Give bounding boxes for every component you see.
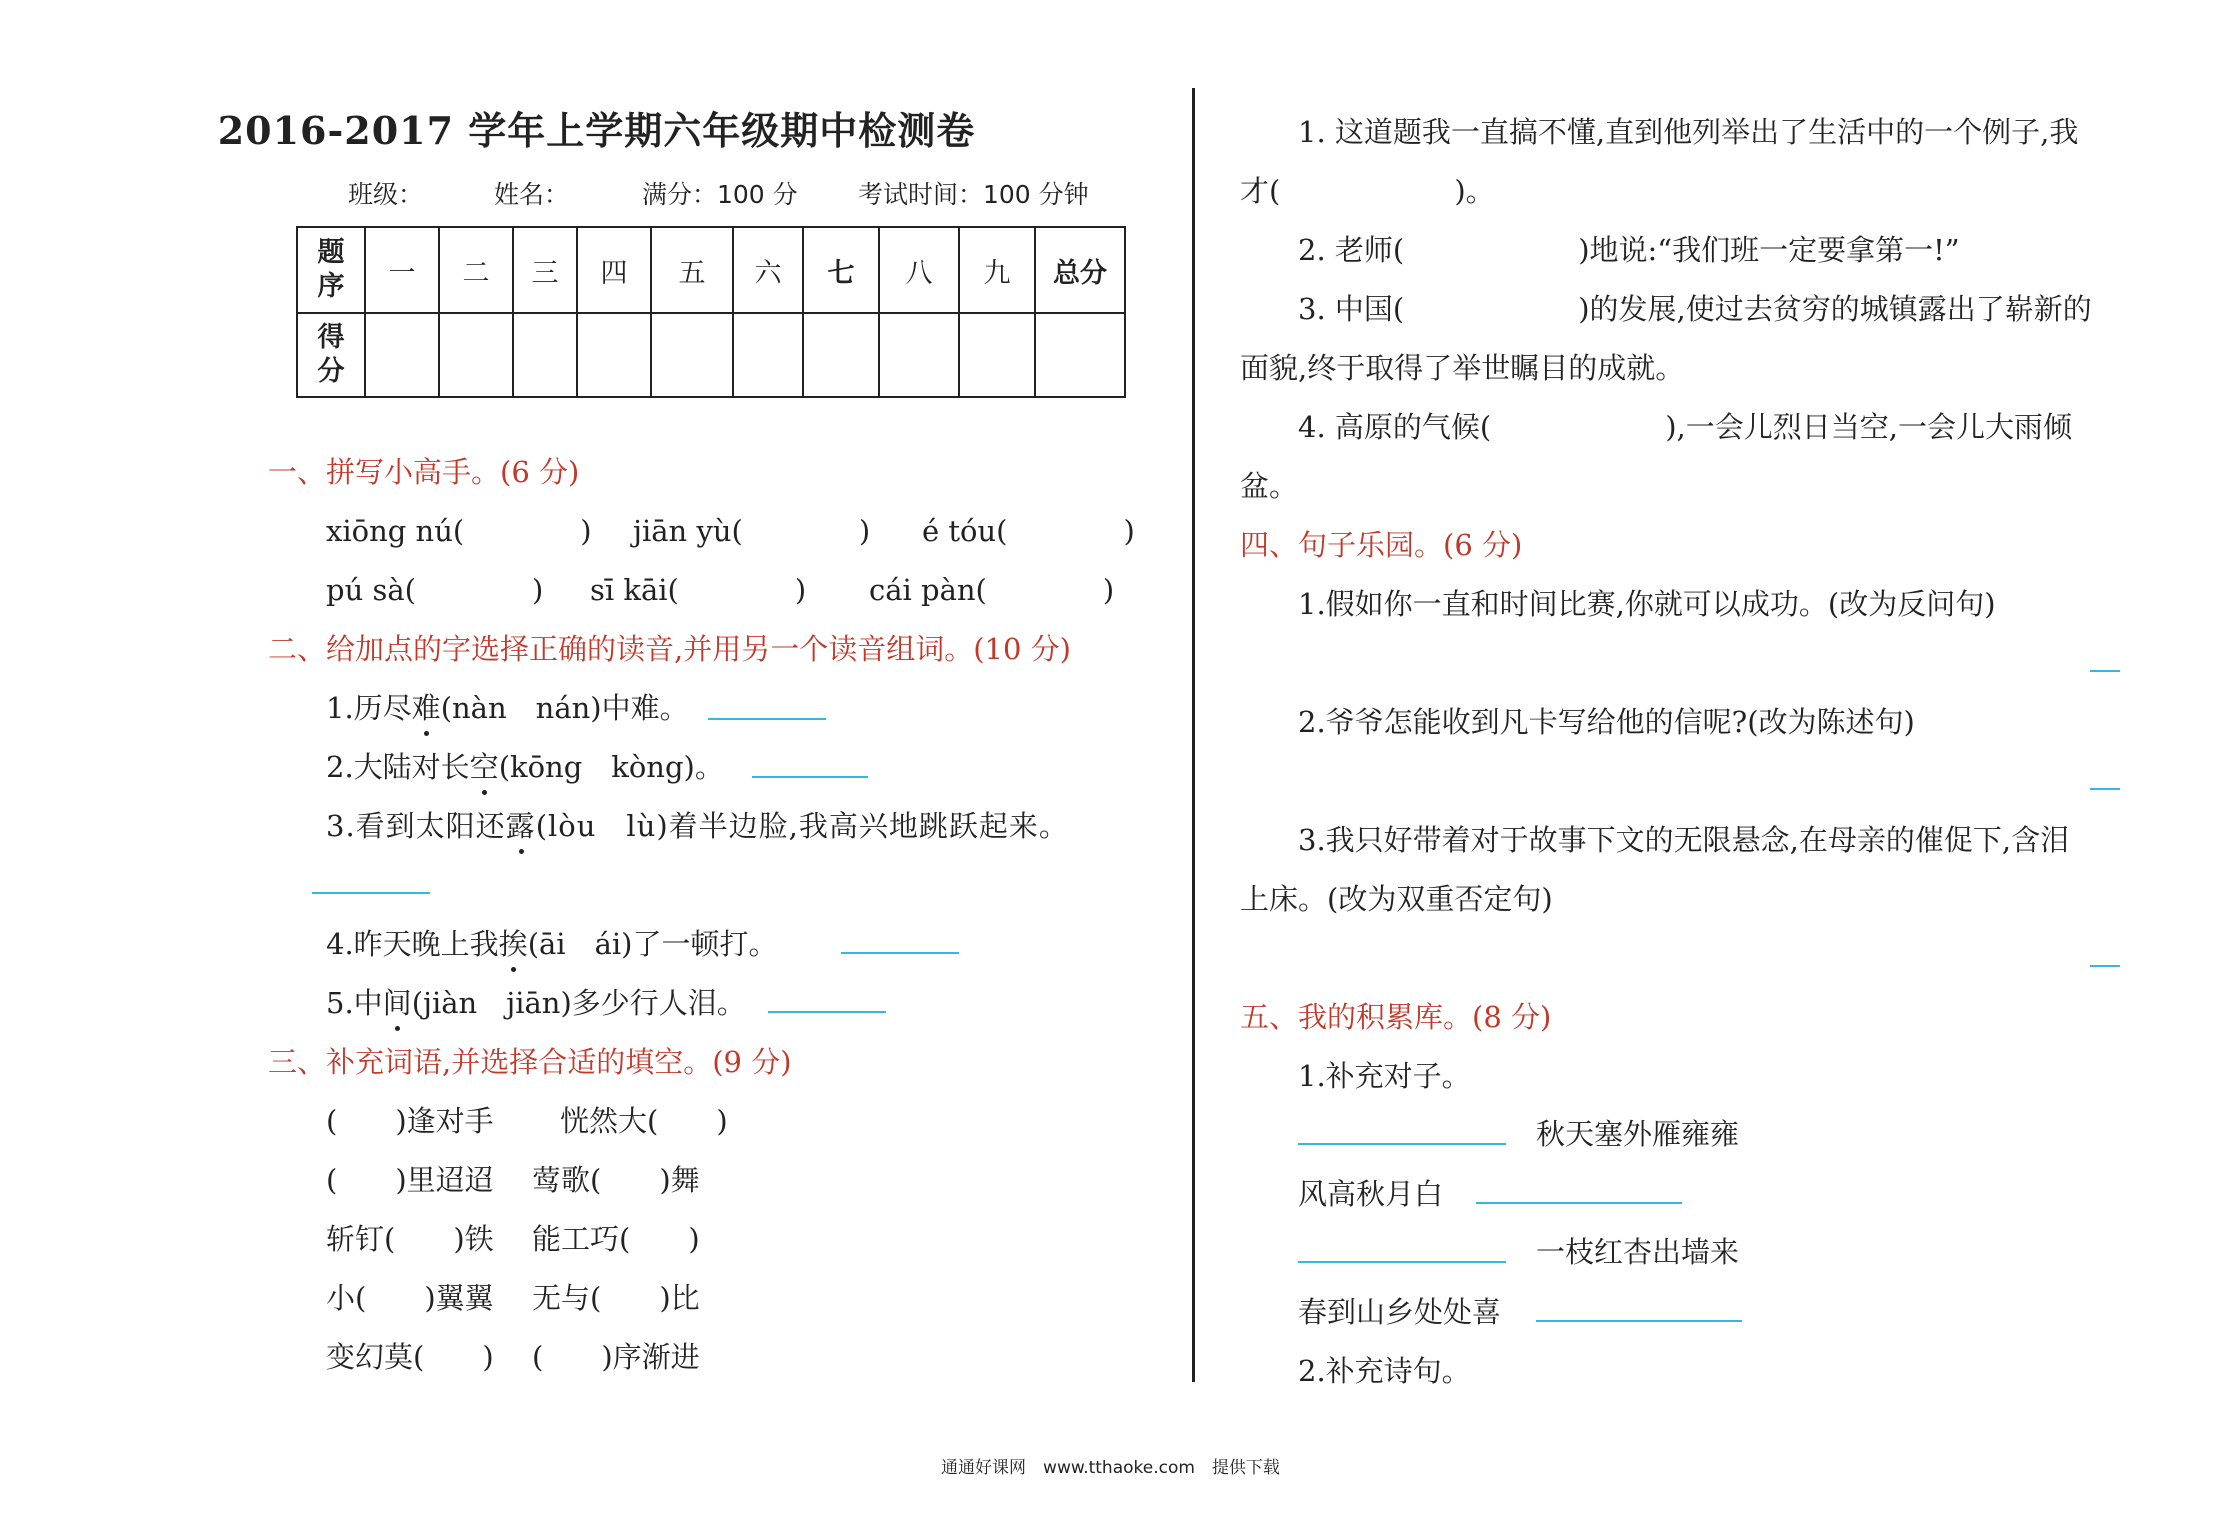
answer-line[interactable] [2090,965,2120,967]
dotted-char: 空 [470,745,499,786]
subheading: 1.补充对子。 [1298,1059,1471,1093]
fill-question-4a: 4. 高原的气候( ),一会儿烈日当空,一会儿大雨倾 [1298,410,2072,444]
answer-line[interactable] [752,776,868,778]
footer-credit: 通通好课网 www.tthaoke.com 提供下载 [941,1458,1280,1478]
fill-question-4b: 盆。 [1240,469,1299,503]
dotted-char: 间 [383,981,412,1022]
sentence-item: 上床。(改为双重否定句) [1240,882,1553,916]
sentence-item: 2.爷爷怎能收到凡卡写给他的信呢?(改为陈述句) [1298,705,1915,739]
score-cell[interactable] [439,313,513,397]
class-label: 班级： [348,180,424,209]
section1-heading: 一、拼写小高手。(6 分) [268,455,580,489]
name-label: 姓名： [494,180,570,209]
reading-item: 2.大陆对长空(kōng kòng)。 [326,745,724,786]
dotted-char: 露 [506,804,536,845]
idiom-item: ( )序渐进 [532,1340,700,1374]
pinyin-item: sī kāi( ) [590,573,807,607]
answer-line[interactable] [768,1011,886,1013]
idiom-item: 能工巧( ) [532,1222,700,1256]
couplet-line: 风高秋月白 [1298,1177,1444,1211]
section4-heading: 四、句子乐园。(6 分) [1240,528,1523,562]
pinyin-item: é tóu( ) [922,514,1135,548]
couplet-line: 春到山乡处处喜 [1298,1295,1502,1329]
answer-line[interactable] [1476,1202,1682,1204]
score-cell[interactable] [651,313,733,397]
pinyin-item: pú sà( ) [326,573,544,607]
score-table-col: 八 [879,227,959,313]
score-table-col-total: 总分 [1035,227,1125,313]
sentence-item: 3.我只好带着对于故事下文的无限悬念,在母亲的催促下,含泪 [1298,823,2070,857]
reading-item: 3.看到太阳还露(lòu lù)着半边脸,我高兴地跳跃起来。 [326,804,1069,845]
score-table-col: 九 [959,227,1035,313]
sentence-item: 1.假如你一直和时间比赛,你就可以成功。(改为反问句) [1298,587,1996,621]
answer-line[interactable] [841,952,959,954]
score-cell[interactable] [513,313,577,397]
reading-item: 1.历尽难(nàn nán)中难。 [326,686,689,727]
subheading: 2.补充诗句。 [1298,1354,1471,1388]
fill-question-1a: 1. 这道题我一直搞不懂,直到他列举出了生活中的一个例子,我 [1298,115,2079,149]
answer-line[interactable] [312,892,430,894]
score-table-col: 一 [365,227,439,313]
score-cell[interactable] [733,313,803,397]
score-cell[interactable] [1035,313,1125,397]
answer-line[interactable] [1536,1320,1742,1322]
score-table [296,226,1126,398]
answer-line[interactable] [2090,670,2120,672]
score-cell[interactable] [879,313,959,397]
fill-question-3a: 3. 中国( )的发展,使过去贫穷的城镇露出了崭新的 [1298,292,2092,326]
score-table-header-cell: 得 分 [297,313,365,397]
score-table-col: 四 [577,227,651,313]
score-cell[interactable] [577,313,651,397]
idiom-item: 恍然大( ) [560,1104,728,1138]
score-cell[interactable] [803,313,879,397]
idiom-item: 小( )翼翼 [326,1281,494,1315]
fill-question-3b: 面貌,终于取得了举世瞩目的成就。 [1240,351,1685,385]
score-cell[interactable] [365,313,439,397]
pinyin-item: cái pàn( ) [869,573,1115,607]
fill-question-1b: 才( )。 [1240,174,1495,208]
dotted-char: 挨 [499,922,528,963]
exam-time-label: 考试时间：100 分钟 [858,180,1089,209]
section2-heading: 二、给加点的字选择正确的读音,并用另一个读音组词。(10 分) [268,632,1071,666]
idiom-item: 无与( )比 [532,1281,700,1315]
score-cell[interactable] [959,313,1035,397]
couplet-line: 一枝红杏出墙来 [1536,1235,1740,1269]
page-title: 2016-2017 学年上学期六年级期中检测卷 [217,108,976,153]
idiom-item: 变幻莫( ) [326,1340,494,1374]
reading-item: 5.中间(jiàn jiān)多少行人泪。 [326,981,746,1022]
pinyin-item: jiān yù( ) [633,514,871,548]
reading-item: 4.昨天晚上我挨(āi ái)了一顿打。 [326,922,777,963]
idiom-item: 莺歌( )舞 [532,1163,700,1197]
score-table-col: 五 [651,227,733,313]
idiom-item: ( )里迢迢 [326,1163,494,1197]
score-table-col: 七 [803,227,879,313]
score-table-header-cell: 题 序 [297,227,365,313]
couplet-line: 秋天塞外雁雍雍 [1536,1117,1740,1151]
answer-line[interactable] [1298,1143,1506,1145]
fill-question-2: 2. 老师( )地说:“我们班一定要拿第一!” [1298,233,1960,267]
score-table-col: 六 [733,227,803,313]
full-score-label: 满分：100 分 [642,180,798,209]
answer-line[interactable] [1298,1261,1506,1263]
score-table-col: 三 [513,227,577,313]
section3-heading: 三、补充词语,并选择合适的填空。(9 分) [268,1045,792,1079]
answer-line[interactable] [2090,788,2120,790]
pinyin-item: xiōng nú( ) [326,514,592,548]
idiom-item: 斩钉( )铁 [326,1222,494,1256]
answer-line[interactable] [708,718,826,720]
idiom-item: ( )逢对手 [326,1104,494,1138]
column-divider [1192,88,1195,1382]
dotted-char: 难 [412,686,441,727]
score-table-col: 二 [439,227,513,313]
section5-heading: 五、我的积累库。(8 分) [1240,1000,1552,1034]
